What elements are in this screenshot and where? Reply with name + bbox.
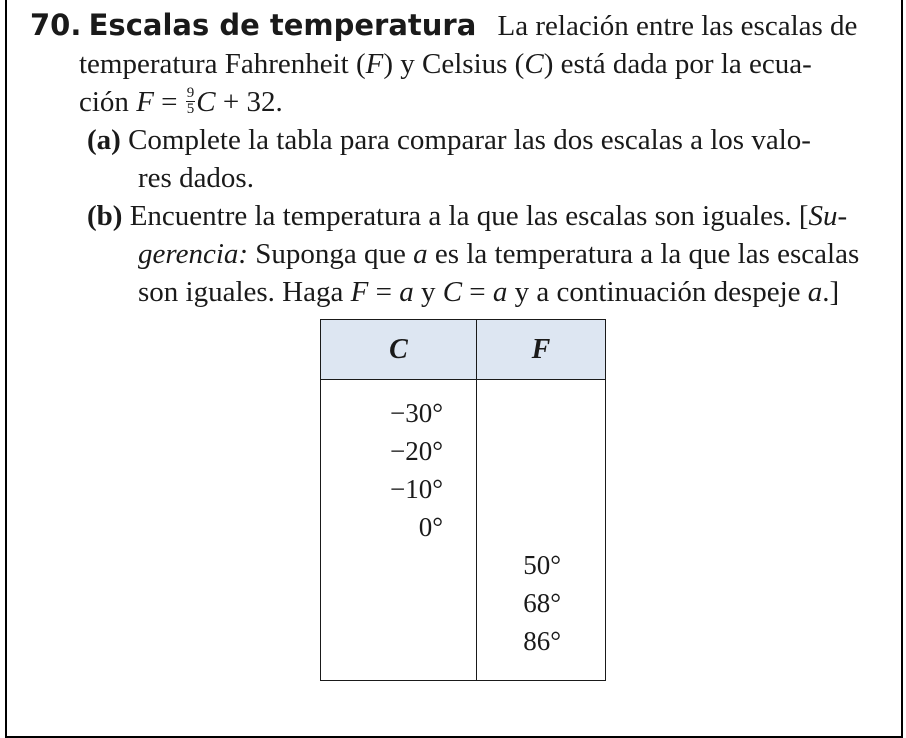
part-b-line-2: gerencia: Suponga que a es la temperatura a la que las escalas — [138, 238, 860, 270]
header-fahrenheit: F — [477, 320, 606, 380]
celsius-value: 0° — [418, 512, 443, 542]
fahrenheit-value: 68° — [523, 588, 561, 618]
celsius-column — [321, 380, 477, 681]
temperature-table — [320, 319, 606, 681]
problem-header-line — [30, 6, 895, 45]
intro-line-2: temperatura Fahrenheit (F) y Celsius (C) está dada por la ecua- — [79, 48, 812, 80]
fraction-nine-fifths: $\frac{9}{5}$ — [186, 85, 195, 118]
part-a-label: (a) — [87, 124, 121, 156]
fahrenheit-column — [477, 380, 606, 681]
part-b-label: (b) — [87, 200, 123, 232]
part-a-line-2: res dados. — [138, 162, 254, 194]
part-b-line-3: son iguales. Haga F = a y C = a y a continuación despeje a.] — [138, 276, 840, 308]
celsius-value: −30° — [389, 398, 443, 428]
part-b-line-1: (b) Encuentre la temperatura a la que las escalas son iguales. [Su- — [87, 200, 848, 232]
intro-line-1: La relación entre las escalas de — [497, 10, 858, 42]
celsius-value: −20° — [389, 436, 443, 466]
intro-equation-line: ción F = $\frac{9}{5}$ C + 32. — [79, 85, 283, 118]
part-a-line-1: (a) Complete la tabla para comparar las dos escalas a los valo- — [87, 124, 811, 156]
fahrenheit-value: 50° — [523, 550, 561, 580]
problem-70 — [30, 6, 895, 311]
problem-number: 70. — [30, 8, 82, 42]
celsius-value: −10° — [389, 474, 443, 504]
fahrenheit-value: 86° — [523, 626, 561, 656]
problem-title: Escalas de temperatura — [88, 8, 477, 42]
header-celsius: C — [321, 320, 477, 380]
